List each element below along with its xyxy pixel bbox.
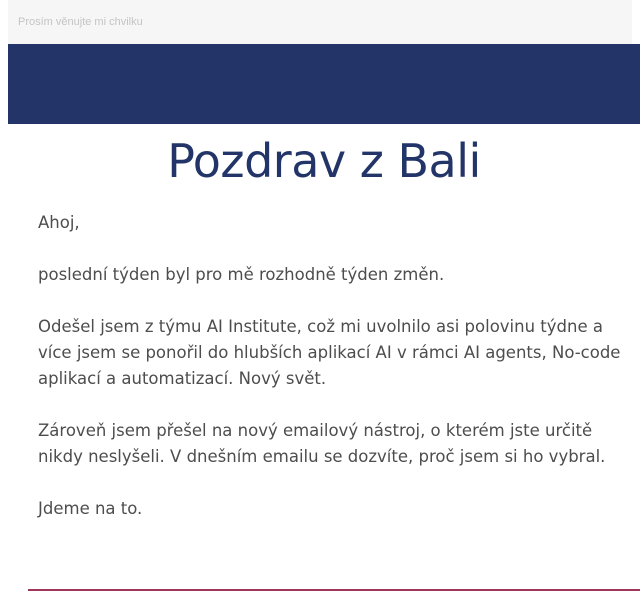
- footer-divider: [28, 589, 640, 591]
- body-paragraph-1: poslední týden byl pro mě rozhodně týden změn.: [38, 265, 445, 284]
- email-title: Pozdrav z Bali: [167, 134, 481, 188]
- header-banner: [8, 44, 640, 124]
- closing-text: Jdeme na to.: [38, 499, 143, 518]
- body-paragraph-3: Zároveň jsem přešel na nový emailový nástroj, o kterém jste určitě nikdy neslyšeli. V dnešním emailu se dozvíte, proč jsem si ho vybral.: [38, 421, 606, 466]
- email-body: [38, 210, 628, 548]
- email-preheader: Prosím věnujte mi chvilku: [8, 0, 632, 44]
- body-paragraph-2: Odešel jsem z týmu AI Institute, což mi uvolnilo asi polovinu týdne a více jsem se ponořil do hlubších aplikací AI v rámci AI agents, No-code aplikací a automatizací. Nový svět.: [38, 317, 621, 388]
- greeting-text: Ahoj,: [38, 213, 80, 232]
